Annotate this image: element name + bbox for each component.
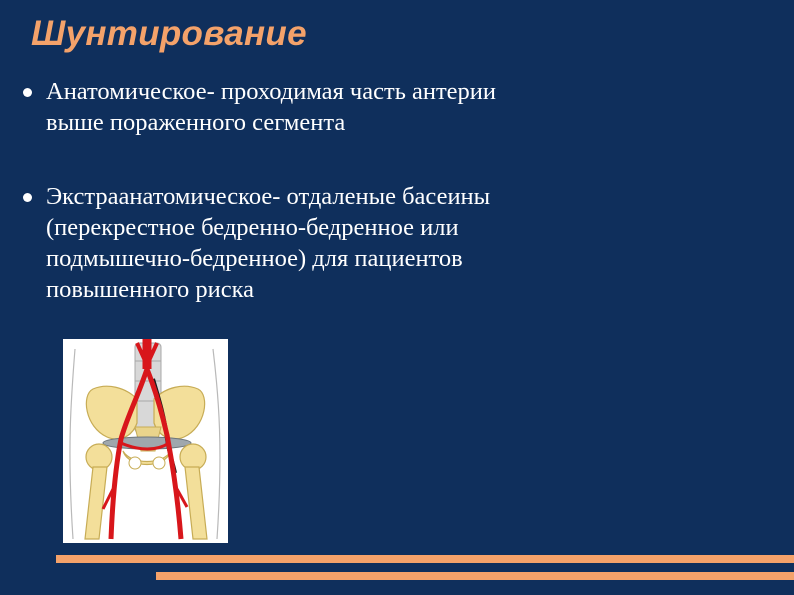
bullet-anatomical	[0, 76, 686, 138]
bullet-extra-anatomical	[0, 181, 686, 305]
accent-rule-bottom	[156, 572, 794, 580]
bullet-text-line: (перекрестное бедренно-бедренное или	[46, 214, 459, 241]
bullet-text-line: выше пораженного сегмента	[46, 109, 346, 136]
bullet-list	[0, 76, 794, 305]
pelvis-arterial-bypass-icon	[63, 339, 228, 543]
pelvis-bypass-illustration	[63, 339, 228, 543]
bullet-text-line: подмышечно-бедренное) для пациентов	[46, 245, 463, 272]
bullet-text-line: Экстраанатомическое- отдаленые басеины	[46, 183, 491, 210]
bullet-dot-icon	[23, 193, 32, 202]
bullet-text-line: повышенного риска	[46, 276, 255, 303]
accent-rule-top	[56, 555, 794, 563]
bullet-text-line: Анатомическое- проходимая часть антерии	[46, 78, 497, 105]
bullet-dot-icon	[23, 88, 32, 97]
slide-title: Шунтирование	[31, 14, 307, 53]
